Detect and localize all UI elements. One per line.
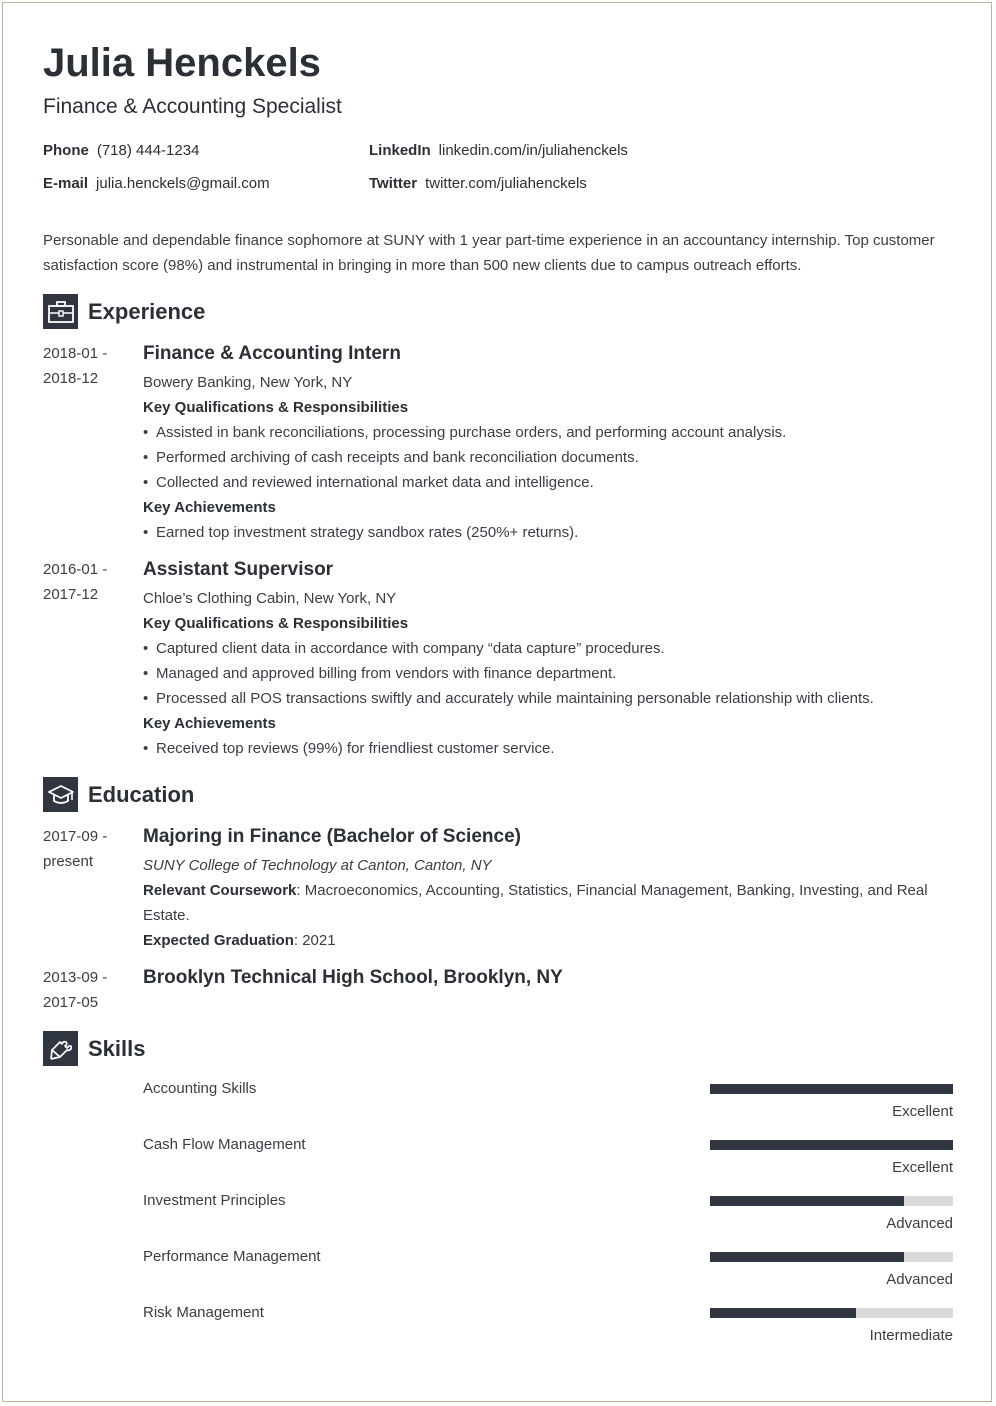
- date-start: 2016-01 -: [43, 561, 108, 578]
- skill-level-label: Excellent: [892, 1103, 953, 1120]
- skill-level-label: Intermediate: [869, 1327, 953, 1344]
- skill-level-bar: [710, 1140, 953, 1150]
- list-item: • Collected and reviewed international market data and intelligence.: [143, 474, 594, 491]
- skills-list: [43, 1080, 953, 1360]
- job-entry: [43, 341, 953, 545]
- list-item: • Managed and approved billing from vendors with finance department.: [143, 665, 617, 682]
- list-item: • Received top reviews (99%) for friendliest customer service.: [143, 740, 555, 757]
- skill-row: [43, 1304, 953, 1360]
- skill-level-fill: [710, 1084, 953, 1094]
- skill-level-label: Excellent: [892, 1159, 953, 1176]
- job-company: Chloe’s Clothing Cabin, New York, NY: [143, 590, 397, 607]
- skills-section-header: [43, 1031, 953, 1066]
- contact-email: [43, 175, 270, 192]
- degree-title: Majoring in Finance (Bachelor of Science): [143, 826, 521, 847]
- email-value: julia.henckels@gmail.com: [96, 175, 270, 192]
- skill-level-fill: [710, 1140, 953, 1150]
- date-end: 2018-12: [43, 370, 99, 387]
- candidate-name: Julia Henckels: [43, 41, 321, 85]
- date-start: 2013-09 -: [43, 969, 108, 986]
- contact-phone: [43, 142, 199, 159]
- skill-name: Cash Flow Management: [143, 1136, 306, 1153]
- contact-twitter: [369, 175, 587, 192]
- skill-name: Risk Management: [143, 1304, 264, 1321]
- candidate-title: Finance & Accounting Specialist: [43, 95, 342, 118]
- email-label: E-mail: [43, 175, 89, 192]
- skill-name: Performance Management: [143, 1248, 321, 1265]
- job-title: Assistant Supervisor: [143, 559, 334, 580]
- education-dates: [43, 824, 143, 953]
- date-end: 2017-12: [43, 586, 99, 603]
- skill-level-fill: [710, 1252, 904, 1262]
- skill-name: Accounting Skills: [143, 1080, 257, 1097]
- contact-info: [43, 142, 953, 208]
- list-item: • Assisted in bank reconciliations, processing purchase orders, and performing account analysis.: [143, 424, 787, 441]
- skill-level-bar: [710, 1084, 953, 1094]
- achievements-heading: Key Achievements: [143, 715, 276, 732]
- list-item: • Earned top investment strategy sandbox rates (250%+ returns).: [143, 524, 579, 541]
- linkedin-label: LinkedIn: [369, 142, 431, 159]
- contact-linkedin: [369, 142, 628, 159]
- school-title: Brooklyn Technical High School, Brooklyn, NY: [143, 967, 563, 988]
- skill-level-bar: [710, 1308, 953, 1318]
- date-end: 2017-05: [43, 994, 99, 1011]
- twitter-label: Twitter: [369, 175, 418, 192]
- list-item: • Processed all POS transactions swiftly and accurately while maintaining personable relationship with clients.: [143, 690, 874, 707]
- qualifications-heading: Key Qualifications & Responsibilities: [143, 399, 409, 416]
- skill-level-label: Advanced: [886, 1271, 953, 1288]
- experience-section-header: [43, 294, 953, 329]
- job-company: Bowery Banking, New York, NY: [143, 374, 353, 391]
- phone-label: Phone: [43, 142, 89, 159]
- skill-level-fill: [710, 1308, 856, 1318]
- date-end: present: [43, 853, 94, 870]
- twitter-value: twitter.com/juliahenckels: [425, 175, 587, 192]
- skill-row: [43, 1080, 953, 1136]
- date-start: 2017-09 -: [43, 828, 108, 845]
- qualifications-heading: Key Qualifications & Responsibilities: [143, 615, 409, 632]
- skill-level-label: Advanced: [886, 1215, 953, 1232]
- job-dates: [43, 557, 143, 761]
- skill-level-bar: [710, 1196, 953, 1206]
- job-title: Finance & Accounting Intern: [143, 343, 401, 364]
- graduation-cap-icon: [43, 777, 78, 812]
- coursework: Relevant Coursework: Macroeconomics, Accounting, Statistics, Financial Management, Banking, Investing, and Real Estate.: [143, 882, 928, 924]
- education-title: Education: [88, 781, 195, 807]
- date-start: 2018-01 -: [43, 345, 108, 362]
- list-item: • Performed archiving of cash receipts and bank reconciliation documents.: [143, 449, 639, 466]
- phone-value: (718) 444-1234: [96, 142, 200, 159]
- skill-level-bar: [710, 1252, 953, 1262]
- skill-name: Investment Principles: [143, 1192, 286, 1209]
- skill-row: [43, 1192, 953, 1248]
- skill-level-fill: [710, 1196, 904, 1206]
- experience-title: Experience: [88, 298, 206, 324]
- skills-title: Skills: [88, 1035, 146, 1061]
- skill-row: [43, 1136, 953, 1192]
- education-section-header: [43, 777, 953, 812]
- expected-graduation: Expected Graduation: 2021: [143, 932, 336, 949]
- resume-page: [43, 40, 953, 1360]
- education-entry: [43, 965, 953, 1015]
- linkedin-value: linkedin.com/in/juliahenckels: [438, 142, 628, 159]
- skill-row: [43, 1248, 953, 1304]
- achievements-heading: Key Achievements: [143, 499, 276, 516]
- education-entry: [43, 824, 953, 953]
- job-entry: [43, 557, 953, 761]
- job-dates: [43, 341, 143, 545]
- education-dates: [43, 965, 143, 1015]
- briefcase-icon: [43, 294, 78, 329]
- list-item: • Captured client data in accordance with company “data capture” procedures.: [143, 640, 665, 657]
- school-name: SUNY College of Technology at Canton, Canton, NY: [143, 857, 492, 874]
- summary-paragraph: Personable and dependable finance sophomore at SUNY with 1 year part-time experience in an accountancy internship. Top customer satisfaction score (98%) and instrumental in bringing in more than 500 new clients due to campus outreach efforts.: [43, 232, 935, 274]
- puzzle-icon: [43, 1031, 78, 1066]
